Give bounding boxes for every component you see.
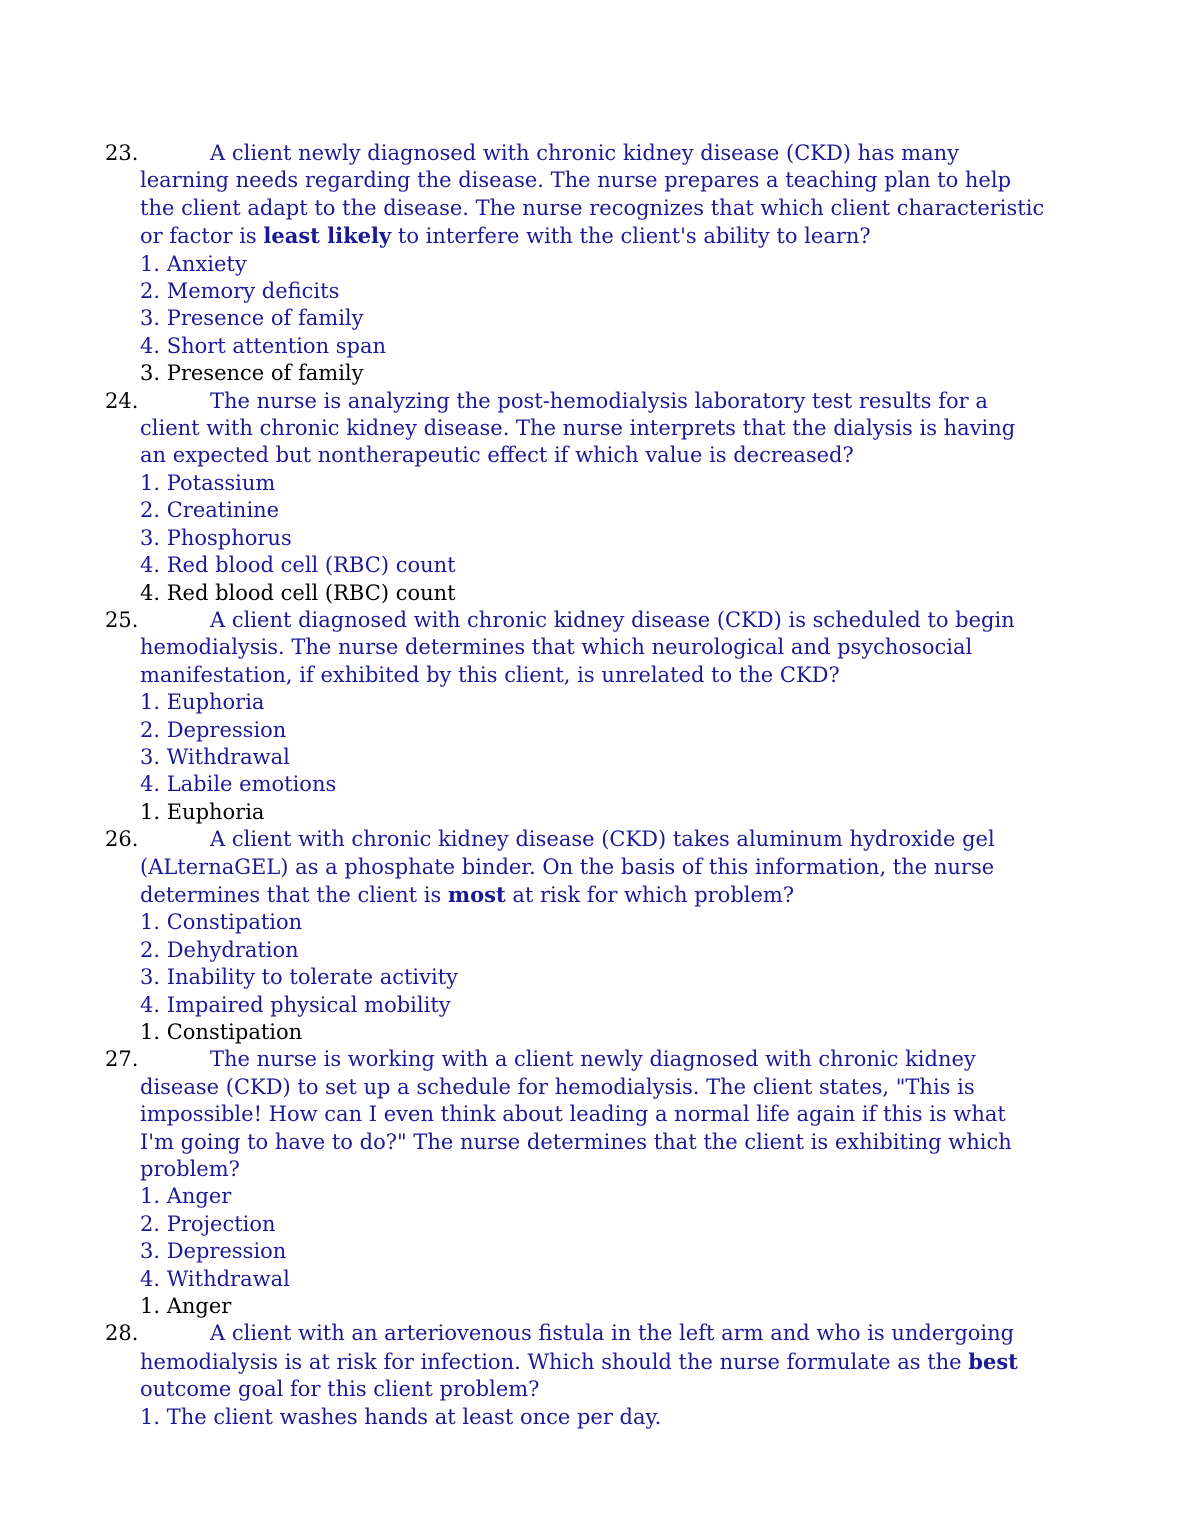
answer-option: 3. Withdrawal: [140, 744, 290, 769]
question-stem: The nurse is analyzing the post-hemodialysis laboratory test results for a client with chronic kidney disease. The nurse interprets that the dialysis is having an expected but nontherapeutic effect if which value is decreased?: [140, 388, 1016, 468]
answer-option: 3. Inability to tolerate activity: [140, 965, 459, 990]
answer-option: 4. Red blood cell (RBC) count: [140, 553, 456, 578]
question-23: [0, 140, 1190, 388]
answer-option: 4. Short attention span: [140, 333, 387, 358]
answer-option: 1. The client washes hands at least once per day.: [140, 1404, 662, 1429]
answer-option: 1. Anger: [140, 1184, 232, 1209]
answer-option: 3. Presence of family: [140, 306, 364, 331]
emphasis-text: best: [968, 1348, 1018, 1374]
correct-answer: 1. Constipation: [140, 1020, 303, 1044]
question-26: [0, 826, 1190, 1046]
question-25: [0, 607, 1190, 826]
correct-answer: 1. Euphoria: [140, 799, 265, 824]
answer-option: 2. Depression: [140, 717, 287, 742]
answer-option: 4. Labile emotions: [140, 772, 337, 797]
answer-option: 1. Potassium: [140, 470, 276, 495]
emphasis-text: least likely: [263, 223, 392, 249]
question-stem: A client with chronic kidney disease (CKD) takes aluminum hydroxide gel (ALternaGEL) as a phosphate binder. On the basis of this information, the nurse determines that the client is most at risk for which problem?: [140, 827, 995, 907]
document-page: [0, 140, 1190, 1431]
answer-option: 2. Dehydration: [140, 937, 299, 962]
question-number: 27.: [105, 1047, 139, 1072]
question-24: [0, 388, 1190, 607]
answer-option: 3. Phosphorus: [140, 525, 292, 550]
answer-option: 2. Creatinine: [140, 498, 280, 523]
answer-option: 4. Withdrawal: [140, 1266, 290, 1291]
question-27: [0, 1046, 1190, 1320]
question-stem: A client newly diagnosed with chronic kidney disease (CKD) has many learning needs regarding the disease. The nurse prepares a teaching plan to help the client adapt to the disease. The nurse recognizes that which client characteristic or factor is least likely to interfere with the client's ability to learn?: [140, 141, 1045, 249]
correct-answer: 1. Anger: [140, 1294, 232, 1319]
question-number: 26.: [105, 827, 139, 852]
answer-option: 2. Memory deficits: [140, 279, 340, 304]
correct-answer: 3. Presence of family: [140, 361, 364, 386]
answer-option: 1. Constipation: [140, 910, 303, 935]
question-stem: A client with an arteriovenous fistula in the left arm and who is undergoing hemodialysis is at risk for infection. Which should the nurse formulate as the best outcome goal for this client problem?: [140, 1321, 1018, 1402]
answer-option: 4. Impaired physical mobility: [140, 992, 451, 1017]
answer-option: 2. Projection: [140, 1211, 276, 1236]
correct-answer: 4. Red blood cell (RBC) count: [140, 580, 456, 605]
question-stem: The nurse is working with a client newly diagnosed with chronic kidney disease (CKD) to set up a schedule for hemodialysis. The client states, "This is impossible! How can I even think about leading a normal life again if this is what I'm going to have to do?" The nurse determines that the client is exhibiting which problem?: [140, 1047, 1012, 1182]
question-number: 28.: [105, 1321, 139, 1346]
question-stem: A client diagnosed with chronic kidney disease (CKD) is scheduled to begin hemodialysis. The nurse determines that which neurological and psychosocial manifestation, if exhibited by this client, is unrelated to the CKD?: [140, 607, 1015, 687]
question-number: 23.: [105, 141, 139, 165]
answer-option: 1. Euphoria: [140, 690, 265, 715]
answer-option: 1. Anxiety: [140, 251, 247, 276]
question-number: 24.: [105, 388, 139, 413]
question-28: [0, 1320, 1190, 1431]
answer-option: 3. Depression: [140, 1239, 287, 1264]
question-number: 25.: [105, 607, 139, 632]
emphasis-text: most: [447, 881, 506, 907]
